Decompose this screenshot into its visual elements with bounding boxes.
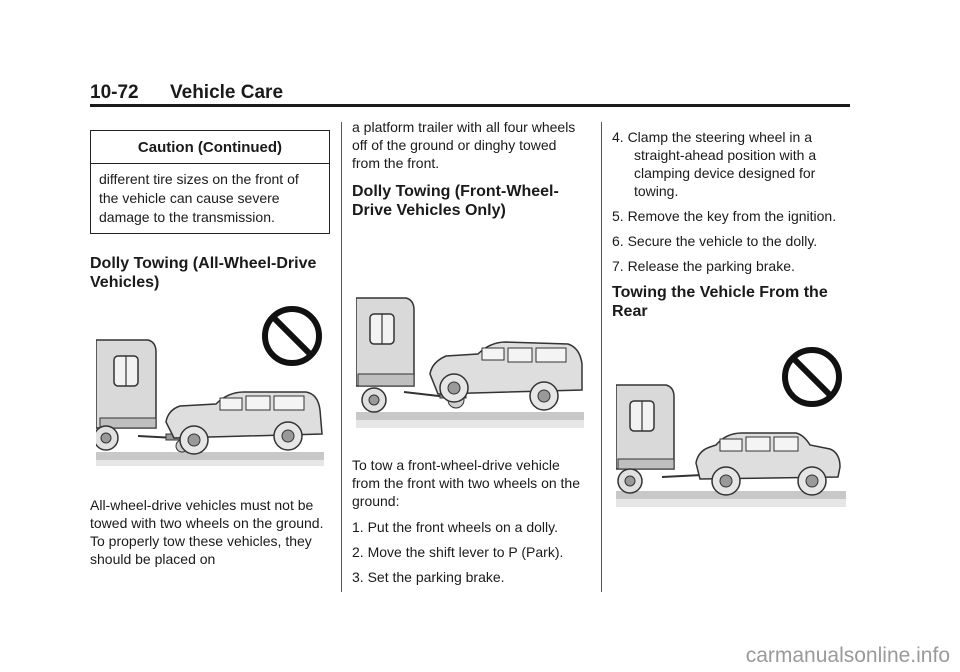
column-3 (612, 128, 850, 321)
step-4: 4. Clamp the steering wheel in a straight-ahead position with a clamping device designed for towing. (612, 129, 817, 199)
platform-paragraph: a platform trailer with all four wheels off of the ground or dinghy towed from the front. (352, 119, 576, 171)
figure-fwd-dolly (356, 262, 584, 442)
column-divider-2 (601, 122, 602, 592)
caution-box (90, 130, 330, 234)
page-number: 10-72 (90, 82, 139, 103)
heading-awd-dolly: Dolly Towing (All-Wheel-Drive Vehicles) (90, 255, 317, 291)
caution-text: different tire sizes on the front of the vehicle can cause severe damage to the transmission. (99, 171, 299, 225)
section-title: Vehicle Care (170, 82, 284, 103)
page-header (90, 80, 850, 106)
header-rule (90, 104, 850, 107)
column-1 (90, 118, 330, 292)
awd-paragraph: All-wheel-drive vehicles must not be towed with two wheels on the ground. To properly tow these vehicles, they should be placed on (90, 497, 324, 567)
step-2: 2. Move the shift lever to P (Park). (352, 544, 564, 560)
step-7: 7. Release the parking brake. (612, 258, 795, 274)
step-3: 3. Set the parking brake. (352, 569, 505, 585)
fwd-instructions (352, 456, 588, 593)
column-divider-1 (341, 122, 342, 592)
heading-tow-rear: Towing the Vehicle From the Rear (612, 284, 828, 320)
caution-title: Caution (Continued) (91, 131, 329, 164)
step-6: 6. Secure the vehicle to the dolly. (612, 233, 818, 249)
fwd-intro: To tow a front-wheel-drive vehicle from the front with two wheels on the ground: (352, 457, 580, 509)
step-1: 1. Put the front wheels on a dolly. (352, 519, 558, 535)
heading-fwd-dolly: Dolly Towing (Front-Wheel-Drive Vehicles Only) (352, 183, 559, 219)
column-2 (352, 118, 588, 220)
watermark: carmanualsonline.info (745, 644, 950, 667)
step-5: 5. Remove the key from the ignition. (612, 208, 837, 224)
figure-rear-tow-prohibited (616, 345, 846, 521)
figure-awd-dolly-prohibited (96, 300, 324, 476)
